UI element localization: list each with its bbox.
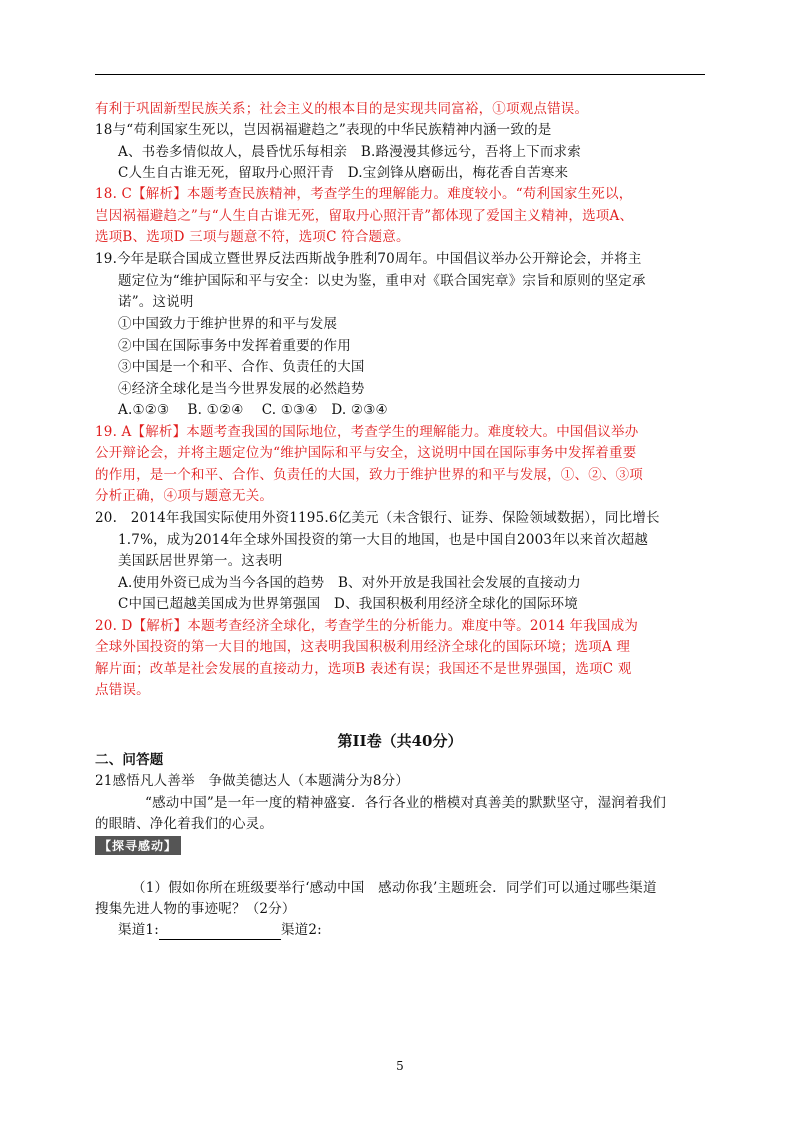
q18-answer-line-3: 选项B、选项D 三项与题意不符，选项C 符合题意。 xyxy=(95,229,410,245)
q19-item-1: ①中国致力于维护世界的和平与发展 xyxy=(118,316,338,332)
channel-1-label: 渠道1: xyxy=(118,922,159,938)
q21-intro-line-2: 的眼睛、净化着我们的心灵。 xyxy=(95,816,274,832)
q19-stem-line-1: 19.今年是联合国成立暨世界反法西斯战争胜利70周年。中国倡议举办公开辩论会，并将主 xyxy=(95,251,642,267)
q18-stem: 18与“苟利国家生死以，岂因祸福避趋之”表现的中华民族精神内涵一致的是 xyxy=(95,122,552,138)
q20-answer-line-1: 20. D【解析】本题考查经济全球化，考查学生的分析能力。难度中等。2014 年我国成为 xyxy=(95,618,639,634)
q21-sub1-line-2: 搜集先进人物的事迹呢？（2分） xyxy=(95,901,296,917)
q19-options: A.①②③ B. ①②④ C. ①③④ D. ②③④ xyxy=(118,402,388,418)
q21-sub1-line-1: （1）假如你所在班级要举行‘感动中国 感动你我’主题班会．同学们可以通过哪些渠道 xyxy=(132,880,657,896)
prev-answer-tail: 有利于巩固新型民族关系；社会主义的根本目的是实现共同富裕，①项观点错误。 xyxy=(95,101,589,117)
q20-stem-line-3: 美国跃居世界第一。这表明 xyxy=(118,553,283,569)
q18-answer-line-1: 18. C【解析】本题考查民族精神，考查学生的理解能力。难度较小。“苟利国家生死以， xyxy=(95,186,633,202)
q19-answer-line-3: 的作用，是一个和平、合作、负责任的大国，致力于维护世界的和平与发展，①、②、③项 xyxy=(95,467,643,483)
explore-tag: 【探寻感动】 xyxy=(95,836,181,855)
q19-answer-line-2: 公开辩论会，并将主题定位为“维护国际和平与安全，这说明中国在国际事务中发挥着重要 xyxy=(95,445,637,461)
q20-answer-line-4: 点错误。 xyxy=(95,682,150,698)
channel-2-label: 渠道2: xyxy=(280,922,322,938)
q18-answer-line-2: 岂因祸福避趋之”与“人生自古谁无死，留取丹心照汗青”都体现了爱国主义精神，选项A、 xyxy=(95,208,634,224)
q20-answer-line-2: 全球外国投资的第一大目的地国，这表明我国积极利用经济全球化的国际环境；选项A 理 xyxy=(95,639,631,655)
q20-answer-line-3: 解片面；改革是社会发展的直接动力，选项B 表述有误；我国还不是世界强国，选项C 观 xyxy=(95,661,632,677)
q20-stem-line-1: 20. 2014年我国实际使用外资1195.6亿美元（未含银行、证券、保险领域数据），同比增长 xyxy=(95,510,660,526)
q18-options-cd: C人生自古谁无死，留取丹心照汗青 D.宝剑锋从磨砺出，梅花香自苦寒来 xyxy=(118,165,569,181)
q19-answer-line-4: 分析正确，④项与题意无关。 xyxy=(95,488,274,504)
q19-item-4: ④经济全球化是当今世界发展的必然趋势 xyxy=(118,381,365,397)
q19-stem-line-2: 题定位为“维护国际和平与安全：以史为鉴，重申对《联合国宪章》宗旨和原则的坚定承 xyxy=(118,273,646,289)
q18-options-ab: A、书卷多情似故人，晨昏忧乐每相亲 B.路漫漫其修远兮，吾将上下而求索 xyxy=(118,144,581,160)
channel-1-blank[interactable] xyxy=(159,925,281,940)
q21-title: 21感悟凡人善举 争做美德达人（本题满分为8分） xyxy=(95,773,410,789)
part2-title: 第II卷（共40分） xyxy=(337,732,463,750)
q19-item-2: ②中国在国际事务中发挥着重要的作用 xyxy=(118,338,351,354)
page-number: 5 xyxy=(396,1059,404,1073)
q19-stem-line-3: 诺”。这说明 xyxy=(118,294,194,310)
q20-options-ab: A.使用外资已成为当今各国的趋势 B、对外开放是我国社会发展的直接动力 xyxy=(118,575,581,591)
header-rule xyxy=(95,74,705,75)
q21-intro-line-1: “感动中国”是一年一度的精神盛宴．各行各业的楷模对真善美的默默坚守，湿润着我们 xyxy=(145,795,667,811)
q20-stem-line-2: 1.7%，成为2014年全球外国投资的第一大目的地国，也是中国自2003年以来首次超越 xyxy=(118,532,649,548)
q20-options-cd: C中国已超越美国成为世界第强国 D、我国积极利用经济全球化的国际环境 xyxy=(118,596,578,612)
q19-item-3: ③中国是一个和平、合作、负责任的大国 xyxy=(118,359,365,375)
channel-row xyxy=(118,920,322,940)
q19-answer-line-1: 19. A【解析】本题考查我国的国际地位，考查学生的理解能力。难度较大。中国倡议举办 xyxy=(95,424,639,440)
section-heading: 二、问答题 xyxy=(95,752,164,768)
